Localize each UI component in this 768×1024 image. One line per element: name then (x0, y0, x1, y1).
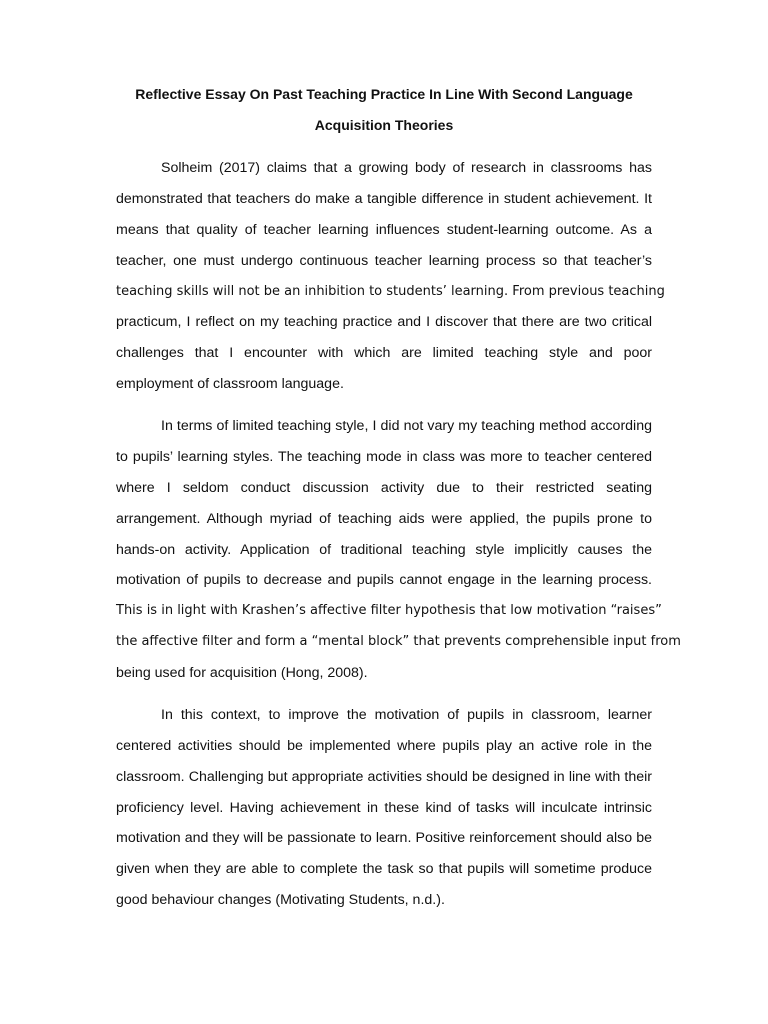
paragraph-line: the affective filter and form a “mental block” that prevents comprehensible input from (116, 634, 681, 649)
paragraph-line: hands-on activity. Application of traditional teaching style implicitly causes the (116, 542, 652, 558)
paragraph-line: demonstrated that teachers do make a tangible difference in student achievement. It (116, 191, 652, 207)
paragraph-line: teacher, one must undergo continuous teacher learning process so that teacher’s (116, 253, 652, 269)
paragraph-line: In terms of limited teaching style, I did not vary my teaching method according (161, 418, 652, 434)
paragraph-line: centered activities should be implemented where pupils play an active role in the (116, 738, 652, 754)
paragraph-line: teaching skills will not be an inhibition to students’ learning. From previous teaching (116, 284, 665, 299)
paragraph-line: practicum, I reflect on my teaching practice and I discover that there are two critical (116, 314, 652, 330)
essay-title-line-2: Acquisition Theories (314, 117, 454, 133)
paragraph-line: challenges that I encounter with which are limited teaching style and poor (116, 345, 652, 361)
paragraph-line: In this context, to improve the motivation of pupils in classroom, learner (161, 707, 652, 723)
paragraph-line: good behaviour changes (Motivating Students, n.d.). (116, 892, 445, 908)
paragraph-line: Solheim (2017) claims that a growing body of research in classrooms has (161, 160, 652, 176)
paragraph-line: motivation and they will be passionate to learn. Positive reinforcement should also be (116, 830, 652, 846)
paragraph-line: classroom. Challenging but appropriate activities should be designed in line with their (116, 769, 652, 785)
paragraph-line: motivation of pupils to decrease and pupils cannot engage in the learning process. (116, 572, 652, 588)
paragraph-line: means that quality of teacher learning influences student-learning outcome. As a (116, 222, 652, 238)
paragraph-line: arrangement. Although myriad of teaching aids were applied, the pupils prone to (116, 511, 652, 527)
essay-title-line-1: Reflective Essay On Past Teaching Practice In Line With Second Language (135, 86, 633, 102)
paragraph-line: proficiency level. Having achievement in these kind of tasks will inculcate intrinsic (116, 800, 652, 816)
paragraph-line: to pupils’ learning styles. The teaching mode in class was more to teacher centered (116, 449, 652, 465)
paragraph-line: given when they are able to complete the task so that pupils will sometime produce (116, 861, 652, 877)
paragraph-line: being used for acquisition (Hong, 2008). (116, 665, 368, 681)
paragraph-line: where I seldom conduct discussion activity due to their restricted seating (116, 480, 652, 496)
paragraph-line: employment of classroom language. (116, 376, 344, 392)
paragraph-line: This is in light with Krashen’s affective filter hypothesis that low motivation “raises” (116, 603, 662, 618)
